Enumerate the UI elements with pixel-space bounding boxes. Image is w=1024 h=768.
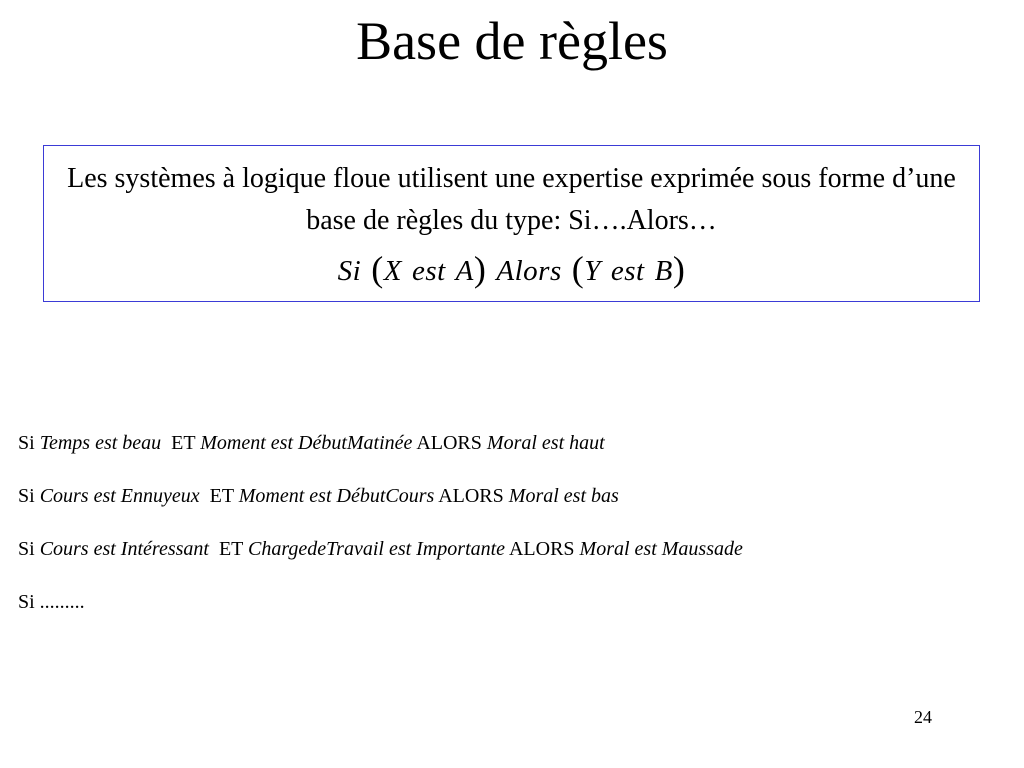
rule-condition: ChargedeTravail est Importante	[248, 538, 506, 560]
rule-si: Si	[18, 538, 35, 560]
formula-a: A	[455, 255, 474, 287]
rule-alors: ALORS	[416, 432, 482, 454]
intro-text: Les systèmes à logique floue utilisent une expertise exprimée sous forme d’une base de règles du type: Si….Alors…	[67, 163, 956, 236]
rule-item	[18, 534, 1024, 587]
rule-item	[18, 428, 1024, 481]
rule-condition: Moment est DébutCours	[238, 485, 435, 507]
page-number: 24	[914, 707, 932, 727]
formula-close-paren: )	[473, 249, 487, 289]
rule-alors: ALORS	[508, 538, 575, 560]
rule-result: Moral est Maussade	[579, 538, 743, 560]
rule-result: Moral est haut	[486, 432, 605, 454]
formula-alors: Alors	[496, 255, 562, 287]
rule-et: ET	[218, 538, 244, 560]
formula-est: est	[411, 255, 446, 287]
formula-close-paren: )	[672, 249, 686, 289]
rule-et: ET	[209, 485, 234, 507]
rule-condition: Temps est beau	[39, 432, 162, 454]
rule-condition: Cours est Ennuyeux	[39, 485, 200, 507]
slide-title: Base de règles	[356, 11, 668, 71]
rule-formula	[44, 248, 979, 291]
formula-y: Y	[584, 255, 601, 287]
formula-b: B	[654, 255, 673, 287]
formula-open-paren: (	[571, 249, 585, 289]
rule-condition: Moment est DébutMatinée	[200, 432, 413, 454]
rule-et: ET	[171, 432, 196, 454]
formula-open-paren: (	[371, 249, 384, 289]
rule-condition: Cours est Intéressant	[39, 538, 209, 560]
rule-result: Moral est bas	[508, 485, 619, 507]
formula-x: X	[383, 255, 402, 287]
rule-si: Si	[18, 485, 35, 507]
intro-box	[43, 145, 980, 302]
rule-alors: ALORS	[438, 485, 504, 507]
formula-si: Si	[337, 255, 362, 287]
rule-item	[18, 481, 1024, 534]
formula-est: est	[610, 255, 645, 287]
rule-item-ellipsis: Si .........	[18, 591, 85, 613]
rules-list	[18, 428, 1024, 640]
rule-si: Si	[18, 432, 35, 454]
